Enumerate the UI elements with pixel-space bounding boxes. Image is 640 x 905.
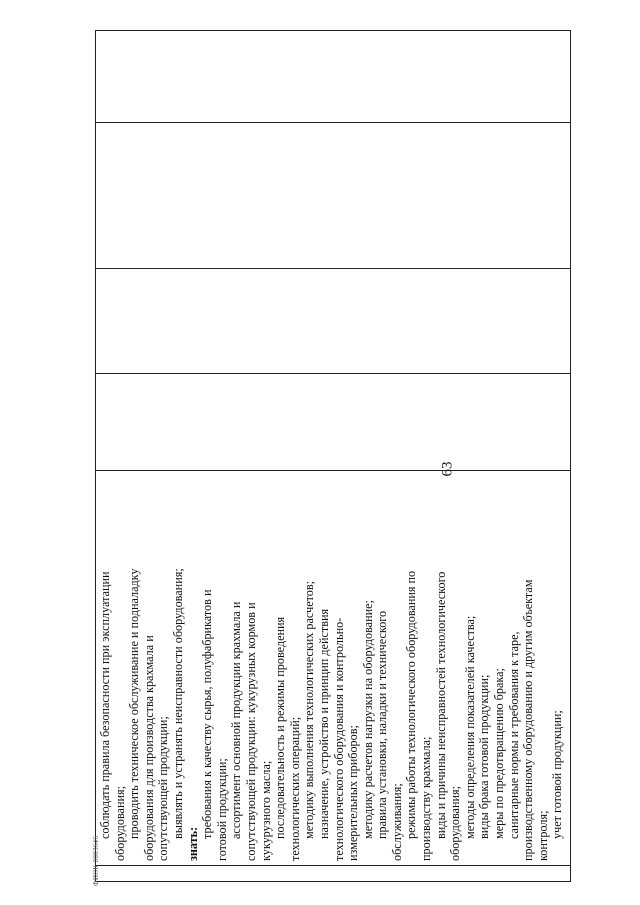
text-line: учет готовой продукции; [550,710,565,839]
text-line: контроля; [535,810,550,861]
text-line: назначение, устройство и принцип действия [316,608,331,839]
text-line: виды и причины неисправностей технологического [433,571,448,839]
text-line: производству крахмала; [419,736,434,861]
text-line: технологических операций; [287,716,302,861]
text-line: методику расчетов нагрузки на оборудование; [360,600,375,839]
text-line: требования к качеству сырья, полуфабрикатов и [200,589,215,839]
text-line: методику выполнения технологических расчетов; [302,580,317,839]
skills-knowledge-text [96,471,565,865]
table-cell-skills-knowledge [96,471,571,866]
table-cell-empty [96,123,571,269]
text-line: правила установки, наладки и технического [375,610,390,839]
rotated-page-content [95,37,571,882]
text-line: обслуживания; [389,783,404,861]
text-line: кукурузного масла; [258,760,273,861]
text-line: оборудования для производства крахмала и [141,635,156,861]
table-cell-index [96,866,571,882]
text-line: проводить техническое обслуживание и подналадку [127,568,142,839]
page-number: 63 [439,461,456,477]
table-row [96,31,571,882]
text-line: методы определения показателей качества; [462,615,477,839]
text-line: измерительных приборов; [346,725,361,861]
text-line: готовой продукции; [214,758,229,861]
text-line: ассортимент основной продукции крахмала и [229,601,244,839]
text-line: выявлять и устранять неисправности оборудования; [170,568,185,839]
text-line: меры по предотвращению брака; [492,668,507,839]
text-line: режимы работы технологического оборудования по [404,570,419,839]
text-line: соблюдать правила безопасности при эксплуатации [98,571,112,839]
document-id-stamp: ФИОК 0003646 [92,835,100,886]
text-line: оборудования; [448,786,463,861]
text-line: знать: [185,826,200,861]
text-line: санитарные нормы и требования к таре, [506,631,521,839]
text-line: сопутствующей продукции; [156,716,171,861]
text-line: производственному оборудованию и другим объектам [521,579,536,861]
text-line: сопутствующей продукции: кукурузных кормов и [243,602,258,861]
competency-table [95,30,571,882]
text-line: технологического оборудования и контрольно- [331,617,346,861]
table-cell-empty [96,269,571,374]
text-line: виды брака готовой продукции; [477,674,492,839]
table-cell-empty [96,31,571,123]
table-cell-empty [96,374,571,471]
text-line: оборудования; [112,786,127,861]
text-line: последовательность и режимы проведения [273,616,288,839]
